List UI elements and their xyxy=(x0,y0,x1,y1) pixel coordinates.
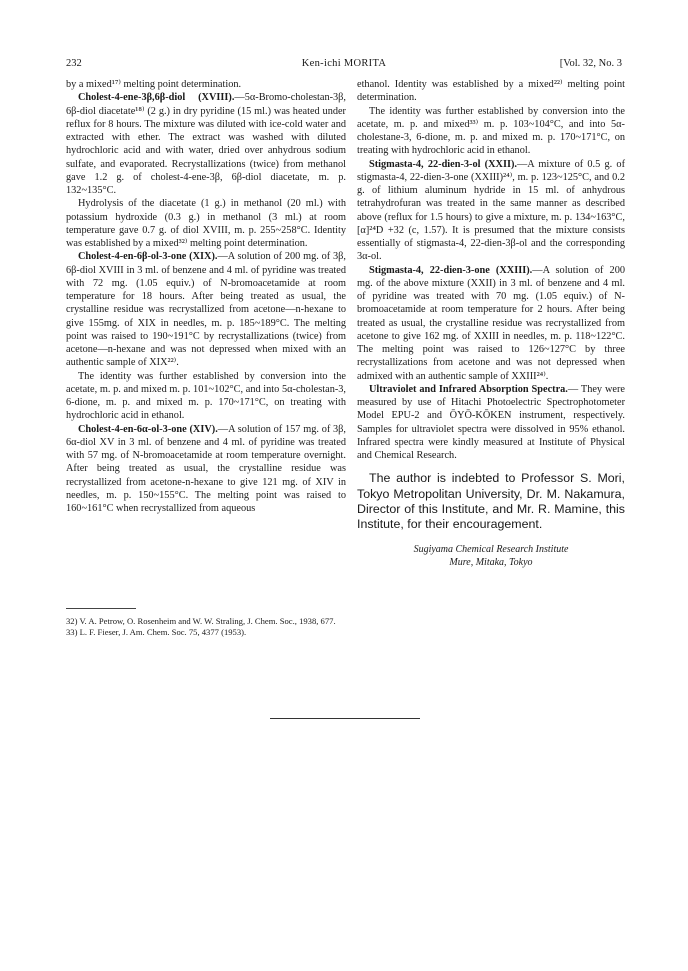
section-heading: Cholest-4-en-6α-ol-3-one (XIV). xyxy=(78,423,218,435)
section-text: —A solution of 157 mg. of 3β, 6α-diol XV in 3 ml. of benzene and 4 ml. of pyridine was treated with 57 mg. of N-bromoacetamide at room temperature overnight. After being treated as usual, the crystalline residue was recrystallized from acetone-n-hexane to give 121 mg. of XIV in needles, m. p. 150~155°C. The melting point was raised to 160~161°C when recrystallized from aqueous xyxy=(66,423,346,514)
running-header xyxy=(66,57,622,71)
affiliation-address: Mure, Mitaka, Tokyo xyxy=(449,556,533,568)
section-stigmasta-dien-ol xyxy=(357,158,625,264)
volume-number: [Vol. 32, No. 3 xyxy=(559,58,622,69)
section-heading: Stigmasta-4, 22-dien-3-one (XXIII). xyxy=(369,264,533,276)
left-column xyxy=(66,78,346,515)
right-column xyxy=(357,78,625,569)
running-author: Ken-ichi MORITA xyxy=(301,58,387,69)
section-text: —5α-Bromo-cholestan-3β, 6β-diol diacetate¹⁸⁾ (2 g.) in dry pyridine (15 ml.) was heated under reflux for 8 hours. The mixture was diluted with ice-cold water and extracted with ether. The extract was washed with diluted hydrochloric acid and with water, dried over anhydrous sodium sulfate, and evaporated. Recrystallizations (twice) from methanol gave 1.2 g. of cholest-4-ene-3β, 6β-diol diacetate, m. p. 132~135°C. xyxy=(66,92,346,196)
footnotes xyxy=(66,616,346,639)
section-stigmasta-dien-one xyxy=(357,264,625,383)
affiliation-institute: Sugiyama Chemical Research Institute xyxy=(413,543,569,555)
section-heading: Cholest-4-en-6β-ol-3-one (XIX). xyxy=(78,251,218,263)
affiliation xyxy=(357,543,625,569)
end-rule xyxy=(270,718,420,719)
paragraph: The identity was further established by conversion into the acetate, m. p. and mixed m. p. 101~102°C, and into 5α-cholestan-3, 6-dione, m. p. and mixed m. p. 170~171°C, on treating with hydrochloric acid in ethanol. xyxy=(66,370,346,422)
section-cholest-4-en-6a-ol-3-one xyxy=(66,423,346,516)
paragraph: by a mixed¹⁷⁾ melting point determination. xyxy=(66,79,242,90)
section-text: — They were measured by use of Hitachi Photoelectric Spectrophotometer Model EPU-2 and ŌYŌ-KŌKEN instrument, respectively. Samples for ultraviolet spectra were dissolved in 95% ethanol. Infrared spectra were kindly measured at Institute of Physical and Chemical Research. xyxy=(357,383,626,461)
section-text: —A mixture of 0.5 g. of stigmasta-4, 22-dien-3-one (XXIII)²⁴⁾, m. p. 123~125°C, and 0.2 g. of lithium aluminum hydride in 15 ml. of anhydrous tetrahydrofuran was treated in the same manner as described above (reflux for 1.5 hours) to give a mixture, m. p. 134~163°C, [α]²⁴D +32 (c, 1.57). It is presumed that the mixture consists essentially of stigmasta-4, 22-dien-3β-ol and the corresponding 3α-ol. xyxy=(357,158,625,263)
section-spectra xyxy=(357,383,625,463)
acknowledgement: The author is indebted to Professor S. Mori, Tokyo Metropolitan University, Dr. M. Nakamura, Director of this Institute, and Mr. R. Mamine, this Institute, for their encouragement. xyxy=(357,471,625,532)
paragraph: Hydrolysis of the diacetate (1 g.) in methanol (20 ml.) with potassium hydroxide (0.3 g.) in methanol (3 ml.) at room temperature gave 0.7 g. of diol XVIII, m. p. 255~258°C. Identity was established by a mixed³²⁾ melting point determination. xyxy=(66,198,346,249)
paragraph: ethanol. Identity was established by a mixed²²⁾ melting point determination. xyxy=(357,79,625,104)
page-number: 232 xyxy=(66,58,82,69)
section-heading: Ultraviolet and Infrared Absorption Spectra. xyxy=(369,383,568,395)
section-text: —A solution of 200 mg. of the above mixture (XXII) in 3 ml. of benzene and 4 ml. of pyridine was treated with 70 mg. (1.05 equiv.) of N-bromoacetamide at room temperature for 2 hours. After being treated as usual, the crystalline residue was recrystallized from acetone to give 162 mg. of XXIII in needles, m. p. 118~122°C. The melting point was raised to 126~127°C by three recrystallizations from acetone and was not depressed when admixed with an authentic sample of XXIII²⁴⁾. xyxy=(357,264,625,382)
section-heading: Stigmasta-4, 22-dien-3-ol (XXII). xyxy=(369,158,517,170)
section-text: —A solution of 200 mg. of 3β, 6β-diol XVIII in 3 ml. of benzene and 4 ml. of pyridine was treated with 72 mg. (1.05 equiv.) of N-bromoacetamide at room temperature for 18 hours. After being treated as usual, the crystalline residue was recrystallized from acetone—n-hexane to give 155mg. of XIX in needles, m. p. 185~189°C. The melting point was raised to 190~191°C by recrystallizations (twice) from acetone—n-hexane and was not depressed when mixed with an authentic sample of XIX²²⁾. xyxy=(66,251,346,369)
footnote: 33) L. F. Fieser, J. Am. Chem. Soc. 75, 4377 (1953). xyxy=(66,627,247,638)
paragraph: The identity was further established by conversion into the acetate, m. p. and mixed³³⁾ m. p. 103~104°C, and into 5α-cholestane-3, 6-dione, m. p. and mixed m. p. 170~171°C, on treating with hydrochloric acid in ethanol. xyxy=(357,105,625,157)
footnote: 32) V. A. Petrow, O. Rosenheim and W. W. Straling, J. Chem. Soc., 1938, 677. xyxy=(66,616,336,626)
section-cholest-4-ene-diol xyxy=(66,91,346,197)
section-heading: Cholest-4-ene-3β,6β-diol (XVIII). xyxy=(78,92,235,104)
section-cholest-4-en-6b-ol-3-one xyxy=(66,250,346,369)
footnote-divider xyxy=(66,608,136,609)
